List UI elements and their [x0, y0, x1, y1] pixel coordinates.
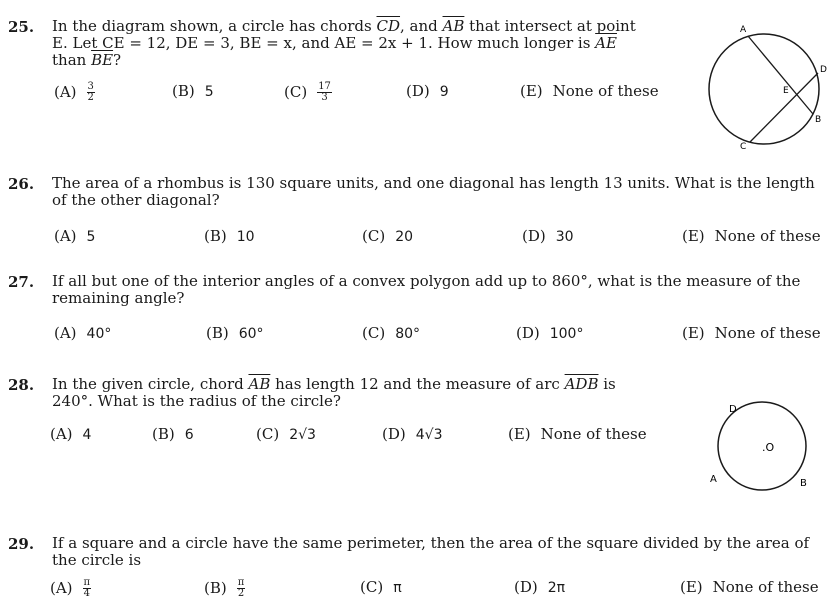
problem-stem [52, 175, 832, 209]
choice-b[interactable]: (B) 5 [172, 82, 214, 100]
choice-d[interactable]: (D) 100° [516, 324, 584, 342]
choice-a[interactable]: (A) 4 [50, 425, 92, 443]
problem-stem [52, 273, 832, 307]
arc-adb: $\overline{ADB}$ [564, 375, 599, 393]
choice-e[interactable]: (E) None of these [508, 425, 647, 443]
label-e: E [783, 86, 789, 96]
stem-line: E. Let CE = 12, DE = 3, BE = x, and AE = 2x + 1. How much longer is $\overline{AE}$ [52, 34, 617, 52]
stem-line: The area of a rhombus is 130 square units, and one diagonal has length 13 units. What is the length [52, 174, 815, 192]
choice-e[interactable]: (E) None of these [680, 578, 819, 596]
choice-b[interactable]: (B) 60° [206, 324, 264, 342]
stem-line: of the other diagonal? [52, 191, 220, 209]
label-b: B [815, 115, 822, 125]
stem-line: 240°. What is the radius of the circle? [52, 392, 341, 410]
label-c: C [740, 142, 747, 152]
fraction: $\frac{\pi}{4}$ [83, 577, 91, 599]
choice-a[interactable]: (A) 40° [54, 324, 112, 342]
fraction: $\frac{\pi}{2}$ [237, 577, 245, 599]
fraction: $\frac{17}{3}$ [318, 81, 331, 103]
segment-be: $\overline{BE}$ [91, 51, 114, 69]
segment-ae: $\overline{AE}$ [595, 34, 617, 52]
answer-choices [0, 578, 837, 600]
choice-c[interactable]: (C) π [360, 578, 402, 596]
stem-line: remaining angle? [52, 289, 185, 307]
label-a: A [710, 474, 717, 485]
choice-e[interactable]: (E) None of these [520, 82, 659, 100]
problem-stem [52, 535, 832, 569]
choice-a[interactable]: (A) $\frac{3}{2}$ [54, 81, 94, 103]
intersecting-chords-diagram [700, 18, 830, 158]
choice-e[interactable]: (E) None of these [682, 227, 821, 245]
choice-b[interactable]: (B) 6 [152, 425, 194, 443]
choice-b[interactable]: (B) 10 [204, 227, 255, 245]
stem-line: than $\overline{BE}$? [52, 51, 122, 69]
stem-line: the circle is [52, 551, 142, 569]
choice-e[interactable]: (E) None of these [682, 324, 821, 342]
problem-number: 28. [8, 376, 35, 394]
choice-a[interactable]: (A) $\frac{\pi}{4}$ [50, 577, 91, 599]
choice-c[interactable]: (C) $\frac{17}{3}$ [284, 81, 331, 103]
choice-c[interactable]: (C) 20 [362, 227, 414, 245]
segment-cd: $\overline{CD}$ [376, 17, 401, 35]
choice-c[interactable]: (C) 2√3 [256, 425, 316, 443]
problem-number: 26. [8, 175, 35, 193]
label-a: A [740, 25, 747, 35]
label-d: D [820, 65, 827, 75]
problem-stem [52, 18, 682, 69]
choice-c[interactable]: (C) 80° [362, 324, 421, 342]
choice-a[interactable]: (A) 5 [54, 227, 96, 245]
choice-d[interactable]: (D) 30 [522, 227, 574, 245]
segment-ab: $\overline{AB}$ [248, 375, 271, 393]
stem-line: If a square and a circle have the same perimeter, then the area of the square divided by the area of [52, 534, 810, 552]
answer-choices [0, 227, 837, 249]
choice-d[interactable]: (D) 9 [406, 82, 449, 100]
chord-ab [748, 36, 813, 114]
problem-number: 29. [8, 535, 35, 553]
segment-ab: $\overline{AB}$ [442, 17, 465, 35]
stem-line: In the diagram shown, a circle has chords $\overline{CD}$, and $\overline{AB}$ that intersect at point [52, 17, 636, 35]
label-d: D [729, 404, 737, 415]
answer-choices [0, 324, 837, 346]
choice-d[interactable]: (D) 2π [514, 578, 566, 596]
label-o: .O [762, 441, 775, 454]
fraction: $\frac{3}{2}$ [87, 81, 94, 103]
choice-b[interactable]: (B) $\frac{\pi}{2}$ [204, 577, 245, 599]
circle-chord-diagram [702, 398, 822, 498]
choice-d[interactable]: (D) 4√3 [382, 425, 443, 443]
stem-line: If all but one of the interior angles of a convex polygon add up to 860°, what is the measure of the [52, 272, 801, 290]
problem-stem [52, 376, 672, 410]
problem-number: 27. [8, 273, 35, 291]
problem-number: 25. [8, 18, 35, 36]
label-b: B [800, 478, 807, 489]
stem-line: In the given circle, chord $\overline{AB}$ has length 12 and the measure of arc $\overline{ADB}$ is [52, 375, 616, 393]
